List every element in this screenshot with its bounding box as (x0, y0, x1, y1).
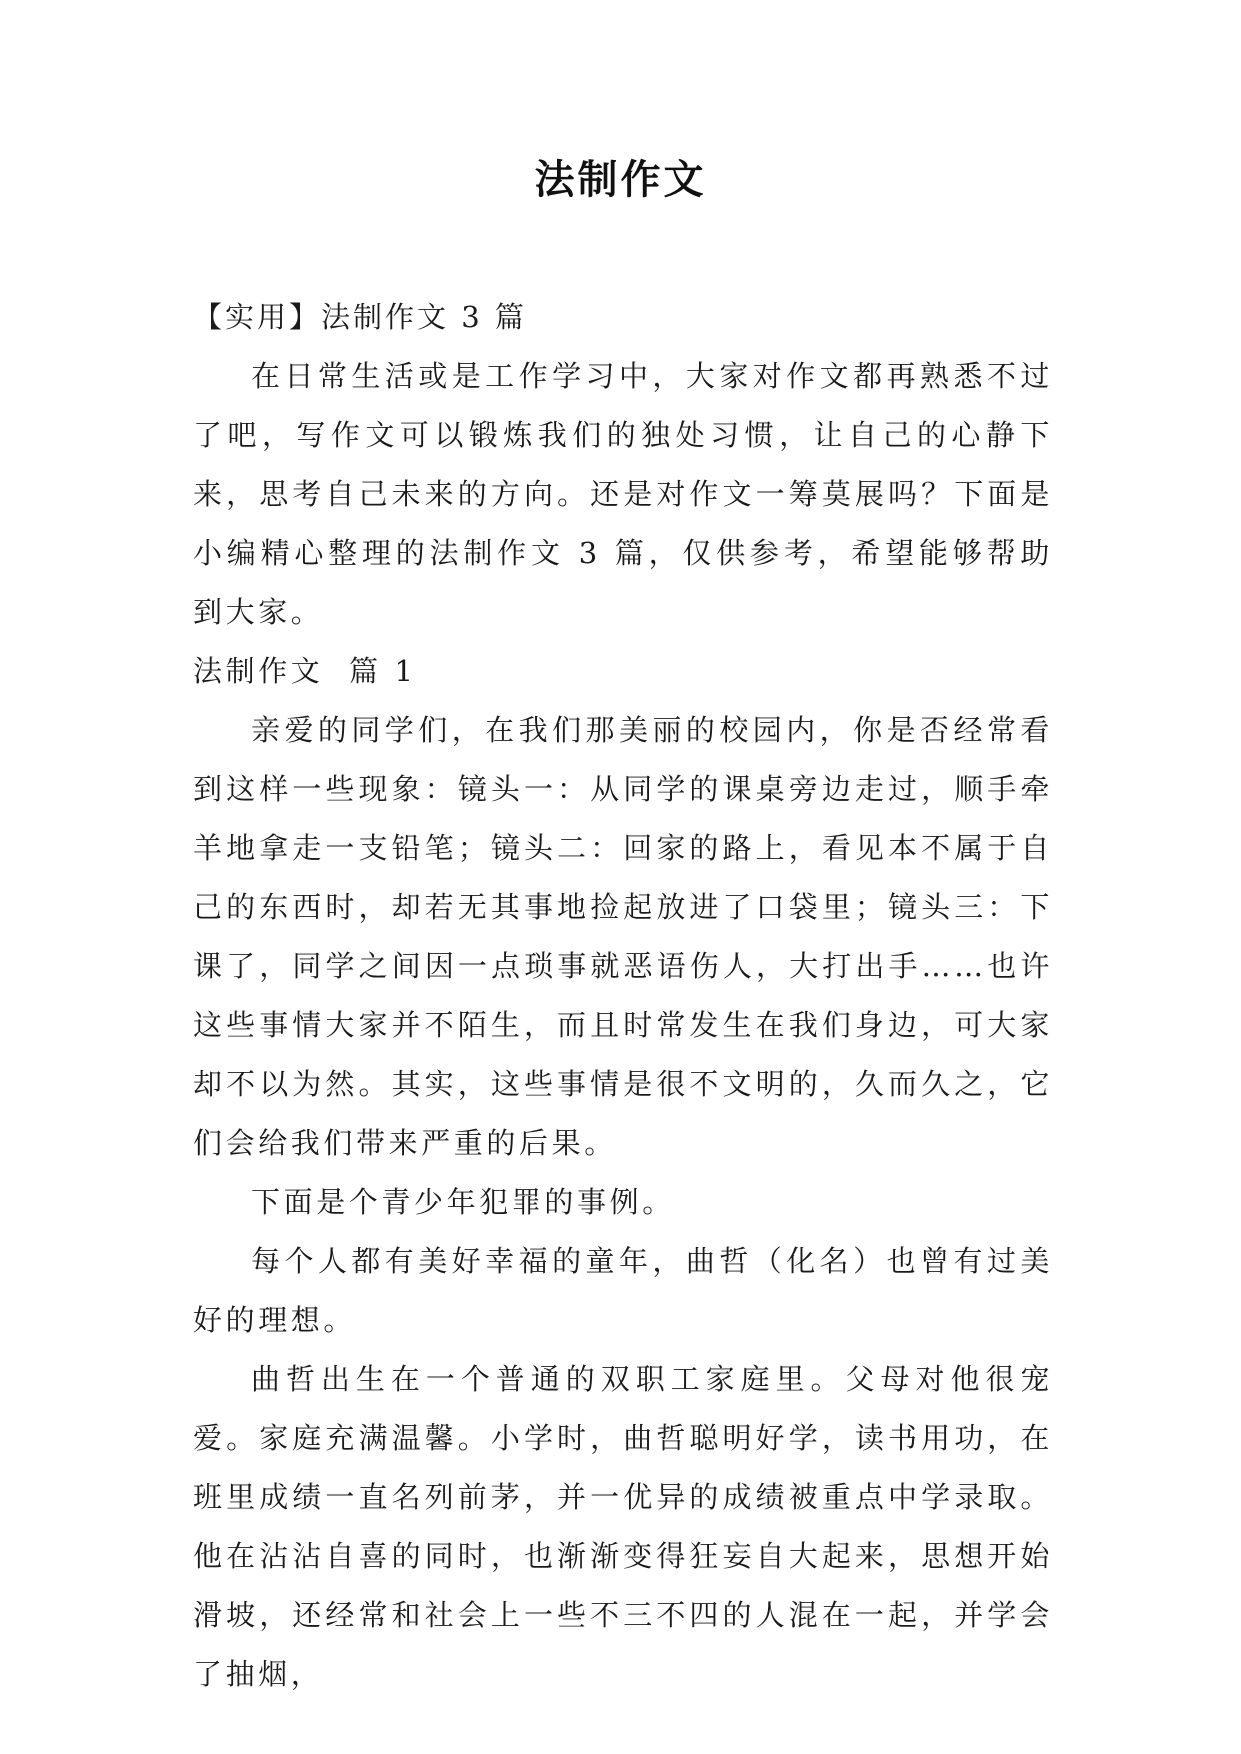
intro-paragraph: 在日常生活或是工作学习中，大家对作文都再熟悉不过了吧，写作文可以锻炼我们的独处习惯，让自己的心静下来，思考自己未来的方向。还是对作文一筹莫展吗？下面是小编精心整理的法制作文 3 篇，仅供参考，希望能够帮助到大家。 (193, 359, 1053, 629)
body-paragraph: 下面是个青少年犯罪的事例。 (251, 1185, 675, 1219)
body-paragraph: 曲哲出生在一个普通的双职工家庭里。父母对他很宠爱。家庭充满温馨。小学时，曲哲聪明好学，读书用功，在班里成绩一直名列前茅，并一优异的成绩被重点中学录取。他在沾沾自喜的同时，也渐渐变得狂妄自大起来，思想开始滑坡，还经常和社会上一些不三不四的人混在一起，并学会了抽烟， (193, 1362, 1053, 1691)
document-title: 法制作文 (534, 157, 707, 203)
body-paragraph: 亲爱的同学们，在我们那美丽的校园内，你是否经常看到这样一些现象：镜头一：从同学的课桌旁边走过，顺手牵羊地拿走一支铅笔；镜头二：回家的路上，看见本不属于自己的东西时，却若无其事地捡起放进了口袋里；镜头三：下课了，同学之间因一点琐事就恶语伤人，大打出手……也许这些事情大家并不陌生，而且时常发生在我们身边，可大家却不以为然。其实，这些事情是很不文明的，久而久之，它们会给我们带来严重的后果。 (193, 713, 1053, 1160)
body-paragraph: 每个人都有美好幸福的童年，曲哲（化名）也曾有过美好的理想。 (193, 1244, 1053, 1337)
section-heading: 法制作文 篇 1 (193, 654, 417, 688)
document-body (193, 288, 1053, 1704)
document-subtitle: 【实用】法制作文 3 篇 (193, 300, 527, 334)
